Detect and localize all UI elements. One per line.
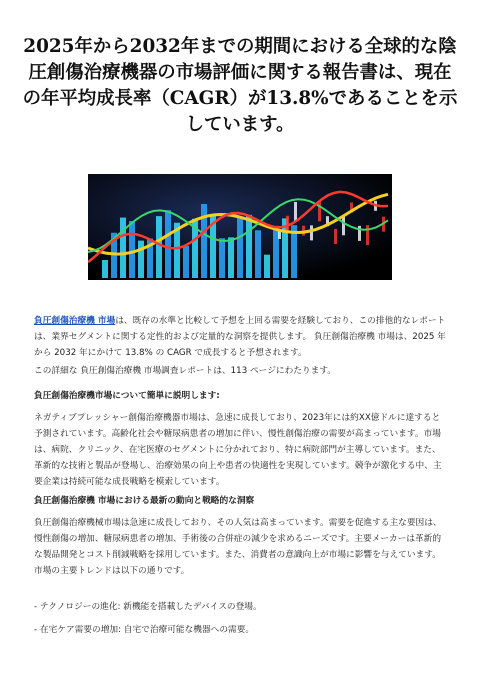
hero-candle: [334, 229, 337, 244]
hero-bar: [183, 246, 189, 278]
financial-chart-image: [88, 174, 392, 280]
hero-bar: [120, 218, 126, 278]
hero-candle: [342, 215, 345, 235]
intro-paragraph: [34, 313, 448, 363]
pages-note: この詳細な 負圧創傷治療機 市場調査レポートは、113 ページにわたります。: [34, 366, 336, 376]
market-link[interactable]: 負圧創傷治療機 市場: [34, 316, 116, 326]
hero-bar: [102, 260, 108, 278]
hero-candle: [318, 201, 321, 221]
hero-bar: [165, 210, 171, 278]
hero-candle: [366, 225, 369, 245]
hero-candle: [294, 202, 297, 222]
trend-item: - 在宅ケア需要の増加: 自宅で治療可能な機器への需要。: [34, 625, 255, 635]
section2-body: 負圧創傷治療機械市場は急速に成長しており、その人気は高まっています。需要を促進する主な要因は、慢性創傷の増加、糖尿病患者の増加、手術後の合併症の減少を求めるニーズです。主要メーカーは革新的な製品開発とコスト削減戦略を採用しています。また、消費者の意識向上が市場に影響を与えています。市場の主要トレンドは以下の通りです。: [34, 518, 442, 576]
article-body: [34, 313, 448, 645]
section1-body: ネガティブプレッシャー創傷治療機器市場は、急速に成長しており、2023年には約XX億ドルに達すると予測されています。高齢化社会や糖尿病患者の増加に伴い、慢性創傷治療の需要が高まっています。市場は、病院、クリニック、在宅医療のセグメントに分かれており、特に病院部門が主導しています。また、革新的な技術と製品が登場し、治療効果の向上や患者の快適性を実現しています。競争が激化する中、主要企業は持続可能な成長戦略を模索しています。: [34, 413, 442, 487]
hero-candle: [358, 226, 361, 241]
section1-heading: 負圧創傷治療機市場について簡単に説明します:: [34, 391, 220, 401]
hero-bar: [264, 255, 270, 278]
hero-bar: [156, 216, 162, 278]
trend-item: - テクノロジーの進化: 新機能を搭載したデバイスの登場。: [34, 602, 262, 612]
hero-bar: [255, 230, 261, 278]
hero-image: [88, 174, 392, 280]
hero-bar: [219, 238, 225, 278]
hero-candle: [310, 225, 313, 240]
hero-bar: [138, 241, 144, 278]
hero-candle: [286, 216, 289, 231]
hero-bar: [129, 221, 135, 278]
section2-heading: 負圧創傷治療機 市場における最新の動向と戦略的な洞察: [34, 496, 255, 506]
hero-bar: [246, 215, 252, 278]
intro-text: は、既存の水準と比較して予想を上回る需要を経験しており、この排他的なレポートは、業界セグメントに関する定性的および定量的な洞察を提供します。 負圧創傷治療機 市場は、2025 年から 2032 年にかけて 13.8% の CAGR で成長すると予想されます。: [34, 316, 446, 358]
report-title: 2025年から2032年までの期間における全球的な陰圧創傷治療機器の市場評価に関する報告書は、現在の年平均成長率（CAGR）が13.8%であることを示しています。: [22, 36, 458, 135]
hero-bar: [228, 237, 234, 278]
hero-bar: [237, 218, 243, 278]
